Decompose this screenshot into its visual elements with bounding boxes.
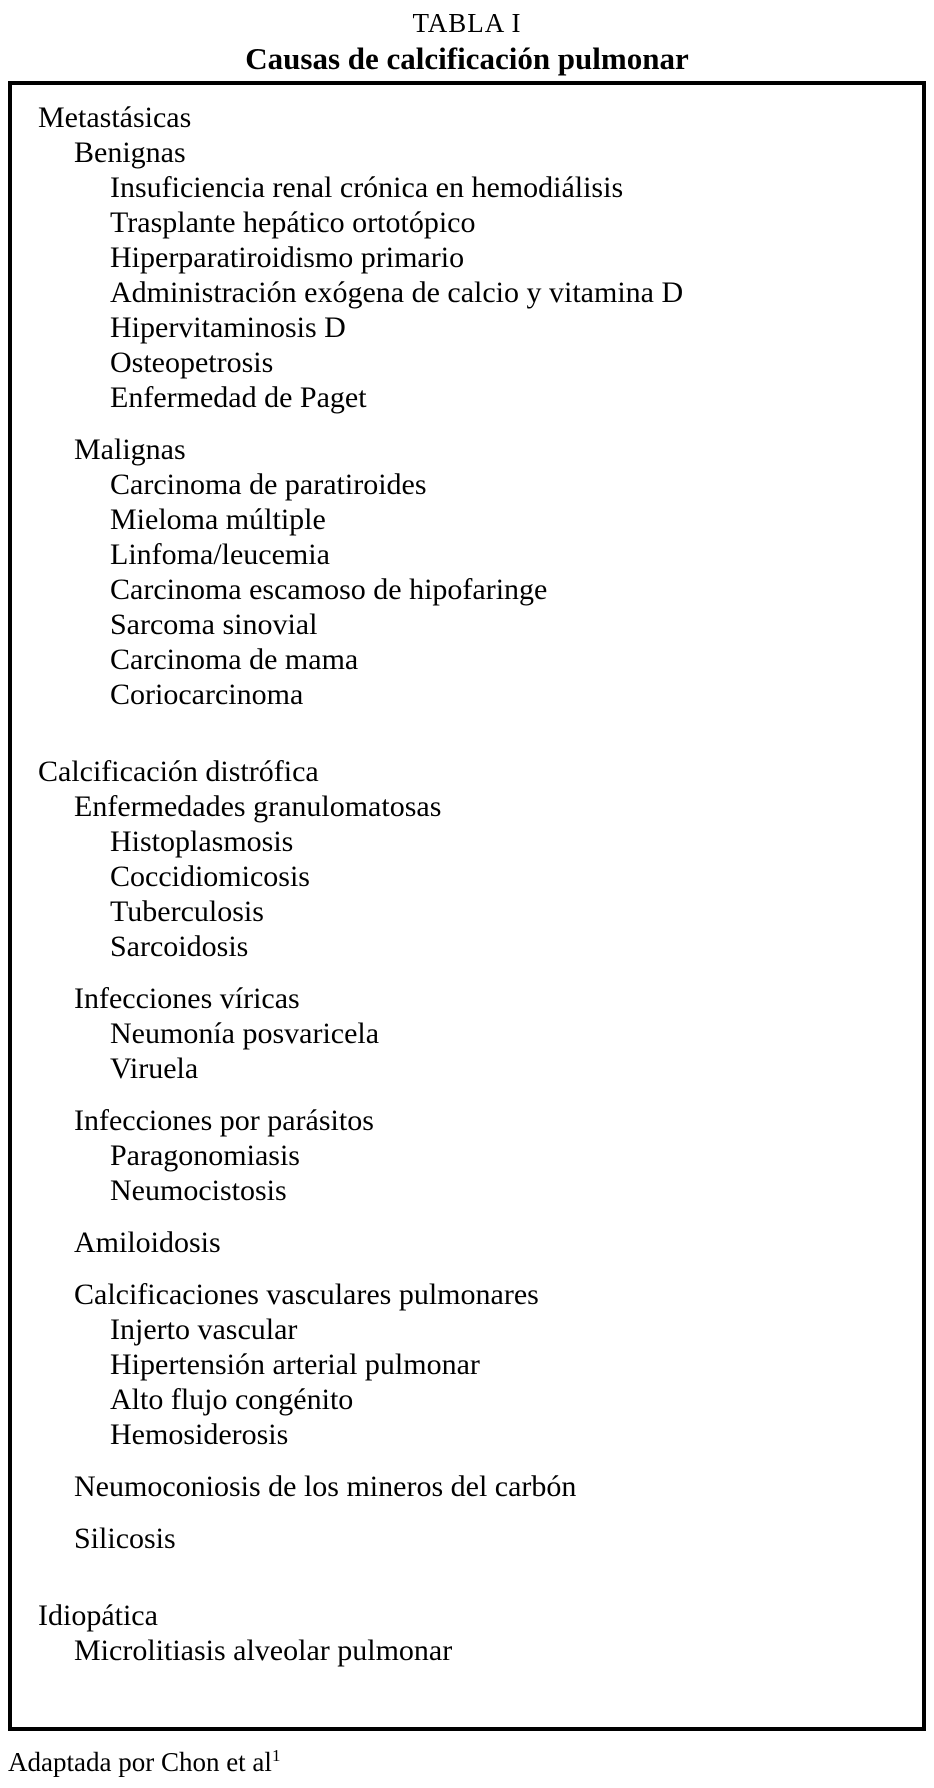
- table-row: Neumonía posvaricela: [110, 1017, 380, 1050]
- table-row: Neumoconiosis de los mineros del carbón: [74, 1470, 577, 1503]
- table-row: Calcificación distrófica: [38, 755, 319, 788]
- table-row: Coccidiomicosis: [110, 860, 310, 893]
- table-row: Amiloidosis: [74, 1226, 221, 1259]
- table-row: Infecciones víricas: [74, 982, 300, 1015]
- table-row: Silicosis: [74, 1522, 176, 1555]
- table-row: Infecciones por parásitos: [74, 1104, 374, 1137]
- table-row: Mieloma múltiple: [110, 503, 326, 536]
- table-row: Histoplasmosis: [110, 825, 294, 858]
- table-row: Insuficiencia renal crónica en hemodiálisis: [110, 171, 624, 204]
- table-row: Trasplante hepático ortotópico: [110, 206, 476, 239]
- table-number: TABLA I: [412, 8, 522, 38]
- table-row: Calcificaciones vasculares pulmonares: [74, 1278, 539, 1311]
- table-row: Alto flujo congénito: [110, 1383, 354, 1416]
- table-row: Metastásicas: [38, 101, 192, 134]
- table-row: Hipervitaminosis D: [110, 311, 346, 344]
- table-row: Tuberculosis: [110, 895, 264, 928]
- table-row: Malignas: [74, 433, 186, 466]
- footnote: [8, 1740, 934, 1778]
- table-row: Hiperparatiroidismo primario: [110, 241, 465, 274]
- footnote-text: Adaptada por Chon et al: [8, 1747, 272, 1777]
- table-row: Enfermedades granulomatosas: [74, 790, 442, 823]
- table-title: [0, 0, 934, 81]
- table-row: Sarcoma sinovial: [110, 608, 318, 641]
- table-row: Neumocistosis: [110, 1174, 287, 1207]
- table-row: Osteopetrosis: [110, 346, 274, 379]
- table-row: Benignas: [74, 136, 186, 169]
- table-row: Viruela: [110, 1052, 199, 1085]
- table-row: Carcinoma de mama: [110, 643, 359, 676]
- table-row: Enfermedad de Paget: [110, 381, 367, 414]
- table-row: Carcinoma de paratiroides: [110, 468, 427, 501]
- table-caption: Causas de calcificación pulmonar: [245, 41, 689, 76]
- table-box: [8, 81, 926, 1731]
- table-row: Administración exógena de calcio y vitamina D: [110, 276, 684, 309]
- table-row: Paragonomiasis: [110, 1139, 300, 1172]
- table-row: Hipertensión arterial pulmonar: [110, 1348, 480, 1381]
- table-row: Microlitiasis alveolar pulmonar: [74, 1634, 453, 1667]
- table-row: Sarcoidosis: [110, 930, 249, 963]
- footnote-reference-superscript: 1: [271, 1746, 281, 1765]
- table-row: Hemosiderosis: [110, 1418, 289, 1451]
- table-row: Linfoma/leucemia: [110, 538, 330, 571]
- table-row: Injerto vascular: [110, 1313, 298, 1346]
- table-row: Idiopática: [38, 1599, 158, 1632]
- table-row: Carcinoma escamoso de hipofaringe: [110, 573, 548, 606]
- table-row: Coriocarcinoma: [110, 678, 304, 711]
